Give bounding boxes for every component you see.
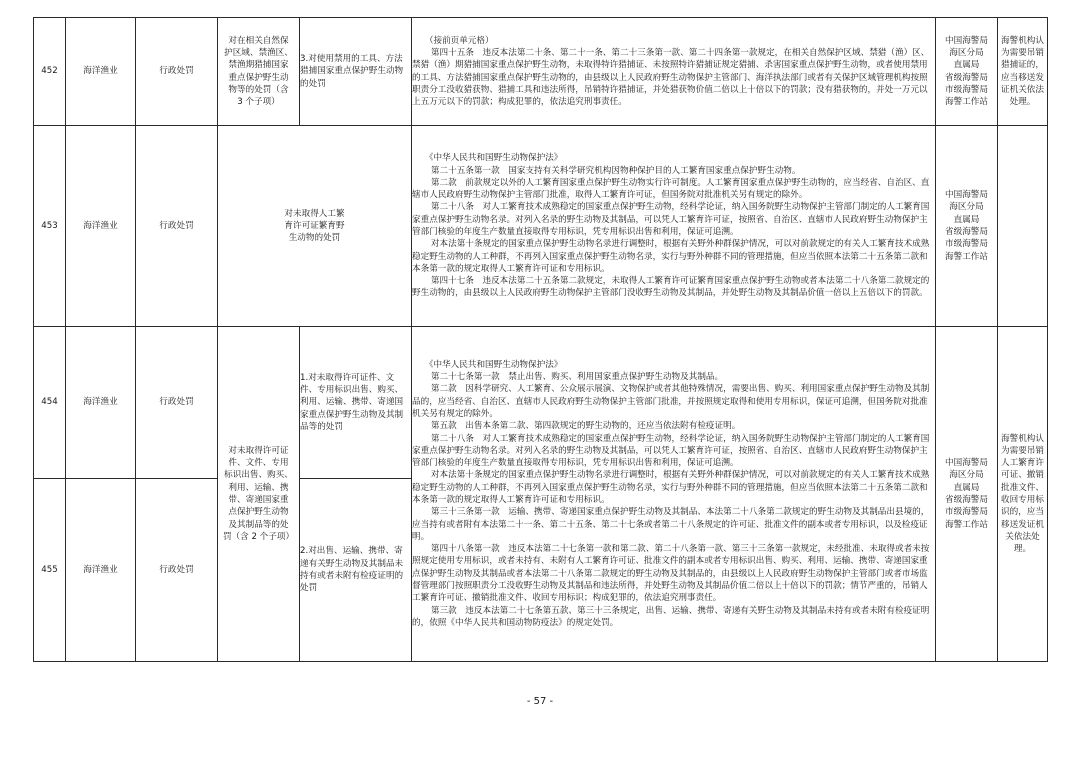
industry-cell: 海洋渔业 xyxy=(66,327,136,479)
authority-line: 市级海警局 xyxy=(945,84,988,95)
authority-line: 市级海警局 xyxy=(945,507,988,518)
enforcement-table xyxy=(33,17,1048,662)
row-number: 453 xyxy=(34,126,66,327)
item-line: 3 个子项） xyxy=(237,97,280,108)
sub-item-cell: 1.对未取得许可证件、文件、专用标识出售、购买、利用、运输、携带、寄递国家重点保护野生动物及其制品等的处罚 xyxy=(300,327,412,479)
authority-line: 中国海警局 xyxy=(945,35,988,46)
item-line: 物等的处罚（含 xyxy=(228,84,289,95)
industry-cell: 海洋渔业 xyxy=(66,126,136,327)
type-cell: 行政处罚 xyxy=(136,327,218,479)
authority-line: 直属局 xyxy=(953,60,980,71)
type-cell: 行政处罚 xyxy=(136,479,218,662)
legal-basis-cell xyxy=(412,18,936,126)
law-paragraph: 《中华人民共和国野生动物保护法》 xyxy=(424,153,563,164)
item-line: 罚（含 2 个子项） xyxy=(222,531,295,542)
authority-line: 直属局 xyxy=(953,482,980,493)
law-paragraph: 第三十三条第一款 运输、携带、寄递国家重点保护野生动物及其制品、本法第二十八条第二款规定的野生动物及其制品出县境的，应当持有或者附有本法第二十一条、第二十五条、第二十七条或者第二十八条规定的许可证、批准文件的副本或者专用标识，以及检疫证明。 xyxy=(412,507,930,542)
row-number: 452 xyxy=(34,18,66,126)
item-line: 点保护野生动物 xyxy=(228,507,289,518)
item-line: 标识出售、购买、 xyxy=(224,470,293,481)
item-line: 及其制品等的处 xyxy=(228,519,289,530)
law-paragraph: 第二十五条第一款 国家支持有关科学研究机构因物种保护目的人工繁育国家重点保护野生动物。 xyxy=(430,165,801,176)
item-line: 重点保护野生动 xyxy=(228,72,289,83)
law-paragraph: 对本法第十条规定的国家重点保护野生动物名录进行调整时，根据有关野外种群保护情况，可以对前款规定的有关人工繁育技术成熟稳定野生动物的人工种群，不再列入国家重点保护野生动物名录，实行与野外种群不同的管理措施，但应当依照本法第二十五条第二款和本条第一款的规定取得人工繁育许可证和专用标识。 xyxy=(412,470,930,505)
table-row-454 xyxy=(34,327,1048,479)
item-line: 对在相关自然保 xyxy=(228,35,289,46)
authority-cell xyxy=(936,126,998,327)
authority-line: 直属局 xyxy=(953,214,980,225)
law-paragraph: 第五款 出售本条第二款、第四款规定的野生动物的，还应当依法附有检疫证明。 xyxy=(430,421,741,432)
authority-line: 海区分局 xyxy=(949,47,984,58)
law-paragraph: 第三款 违反本法第二十七条第五款、第三十三条规定，出售、运输、携带、寄递有关野生动物及其制品未持有或者未附有检疫证明的，依照《中华人民共和国动物防疫法》的规定处罚。 xyxy=(412,605,930,628)
authority-line: 省级海警局 xyxy=(945,227,988,237)
law-paragraph: 第四十五条 违反本法第二十条、第二十一条、第二十三条第一款、第二十四条第一款规定，在相关自然保护区域、禁猎（渔）区、禁猎（渔）期猎捕国家重点保护野生动物，未取得特许猎捕证、未按照特许猎捕证规定猎捕、杀害国家重点保护野生动物，或者使用禁用的工具、方法猎捕国家重点保护野生动物的，由县级以上人民政府野生动物保护主管部门、海洋执法部门或者有关保护区域管理机构按照职责分工没收猎获物、猎捕工具和违法所得，吊销特许猎捕证，并处猎获物价值二倍以上十倍以下的罚款；没有猎获物的，并处一万元以上五万元以下的罚款；构成犯罪的，依法追究刑事责任。 xyxy=(412,47,930,108)
item-cell xyxy=(218,327,300,662)
remark-cell: 海警机构认为需要吊销人工繁育许可证、撤销批准文件、收回专用标识的，应当移送发证机关依法处理。 xyxy=(998,327,1048,662)
item-cell xyxy=(218,18,300,126)
authority-line: 海警工作站 xyxy=(945,97,988,108)
item-line: 禁渔期猎捕国家 xyxy=(228,60,289,71)
authority-line: 海警工作站 xyxy=(945,251,988,262)
item-line: 育许可证繁育野 xyxy=(284,220,345,231)
page-number: - 57 - xyxy=(526,696,554,707)
item-line: 带、寄递国家重 xyxy=(228,495,289,505)
item-line: 对未取得许可证 xyxy=(228,445,289,456)
authority-line: 中国海警局 xyxy=(945,458,988,469)
authority-cell xyxy=(936,18,998,126)
law-paragraph: 第二十八条 对人工繁育技术成熟稳定的国家重点保护野生动物，经科学论证，纳入国务院野生动物保护主管部门制定的人工繁育国家重点保护野生动物名录。对列入名录的野生动物及其制品，可以凭人工繁育许可证，按照省、自治区、直辖市人民政府野生动物保护主管部门核验的年度生产数量直接取得专用标识，凭专用标识出售和利用，保证可追溯。 xyxy=(412,202,930,237)
industry-cell: 海洋渔业 xyxy=(66,479,136,662)
sub-item-cell: 2.对出售、运输、携带、寄递有关野生动物及其制品未持有或者未附有检疫证明的处罚 xyxy=(300,479,412,662)
item-line: 件、文件、专用 xyxy=(228,458,289,469)
table-row-452 xyxy=(34,18,1048,126)
law-paragraph: 第二十八条 对人工繁育技术成熟稳定的国家重点保护野生动物，经科学论证，纳入国务院野生动物保护主管部门制定的人工繁育国家重点保护野生动物名录。对列入名录的野生动物及其制品，可以凭人工繁育许可证，按照省、自治区、直辖市人民政府野生动物保护主管部门核验的年度生产数量直接取得专用标识，凭专用标识出售和利用，保证可追溯。 xyxy=(412,433,930,469)
authority-line: 中国海警局 xyxy=(945,190,988,201)
type-cell: 行政处罚 xyxy=(136,126,218,327)
legal-basis-cell xyxy=(412,327,936,662)
law-paragraph: 第二款 因科学研究、人工繁育、公众展示展演、文物保护或者其他特殊情况，需要出售、购买、利用国家重点保护野生动物及其制品的，应当经省、自治区、直辖市人民政府野生动物保护主管部门批准，并按照规定取得和使用专用标识，保证可追溯，但国务院对批准机关另有规定的除外。 xyxy=(412,384,930,419)
law-paragraph: 第二款 前款规定以外的人工繁育国家重点保护野生动物实行许可制度。人工繁育国家重点保护野生动物的，应当经省、自治区、直辖市人民政府野生动物保护主管部门批准，取得人工繁育许可证，但国务院对批准机关另有规定的除外。 xyxy=(412,177,930,201)
row-number: 455 xyxy=(34,479,66,662)
authority-line: 市级海警局 xyxy=(945,239,988,250)
authority-line: 海区分局 xyxy=(949,202,984,213)
item-cell xyxy=(218,126,412,327)
sub-item-cell: 3.对使用禁用的工具、方法猎捕国家重点保护野生动物的处罚 xyxy=(300,18,412,126)
law-paragraph: （接前页单元格） xyxy=(424,35,494,46)
authority-line: 省级海警局 xyxy=(945,72,988,83)
item-line: 护区域、禁渔区、 xyxy=(224,47,293,58)
industry-cell: 海洋渔业 xyxy=(66,18,136,126)
authority-line: 省级海警局 xyxy=(945,495,988,505)
law-paragraph: 对本法第十条规定的国家重点保护野生动物名录进行调整时，根据有关野外种群保护情况，可以对前款规定的有关人工繁育技术成熟稳定野生动物的人工种群，不再列入国家重点保护野生动物名录，实行与野外种群不同的管理措施，但应当依照本法第二十五条第二款和本条第一款的规定取得人工繁育许可证和专用标识。 xyxy=(412,239,930,274)
row-number: 454 xyxy=(34,327,66,479)
type-cell: 行政处罚 xyxy=(136,18,218,126)
authority-line: 海区分局 xyxy=(949,470,984,481)
authority-line: 海警工作站 xyxy=(945,519,988,530)
table-row-453 xyxy=(34,126,1048,327)
item-line: 利用、运输、携 xyxy=(228,482,289,493)
item-line: 对未取得人工繁 xyxy=(284,208,345,219)
item-line: 生动物的处罚 xyxy=(288,233,341,244)
remark-cell xyxy=(998,126,1048,327)
law-paragraph: 第四十七条 违反本法第二十五条第二款规定，未取得人工繁育许可证繁育国家重点保护野生动物或者本法第二十八条第二款规定的野生动物的，由县级以上人民政府野生动物保护主管部门没收野生动物及其制品，并处野生动物及其制品价值一倍以上五倍以下的罚款。 xyxy=(412,276,930,299)
law-paragraph: 第二十七条第一款 禁止出售、购买、利用国家重点保护野生动物及其制品。 xyxy=(430,372,724,383)
legal-basis-cell xyxy=(412,126,936,327)
authority-cell xyxy=(936,327,998,662)
law-paragraph: 《中华人民共和国野生动物保护法》 xyxy=(424,359,563,370)
law-paragraph: 第四十八条第一款 违反本法第二十七条第一款和第二款、第二十八条第一款、第三十三条第一款规定，未经批准、未取得或者未按照规定使用专用标识，或者未持有、未附有人工繁育许可证、批准文件的副本或者专用标识出售、购买、利用、运输、携带、寄递国家重点保护野生动物及其制品或者本法第二十八条第二款规定的野生动物及其制品的，由县级以上人民政府野生动物保护主管部门或者市场监督管理部门按照职责分工没收野生动物及其制品和违法所得，并处野生动物及其制品价值二倍以上十倍以下的罚款；情节严重的，吊销人工繁育许可证、撤销批准文件、收回专用标识；构成犯罪的，依法追究刑事责任。 xyxy=(412,544,930,604)
remark-cell: 海警机构认为需要吊销猎捕证的，应当移送发证机关依法处理。 xyxy=(998,18,1048,126)
